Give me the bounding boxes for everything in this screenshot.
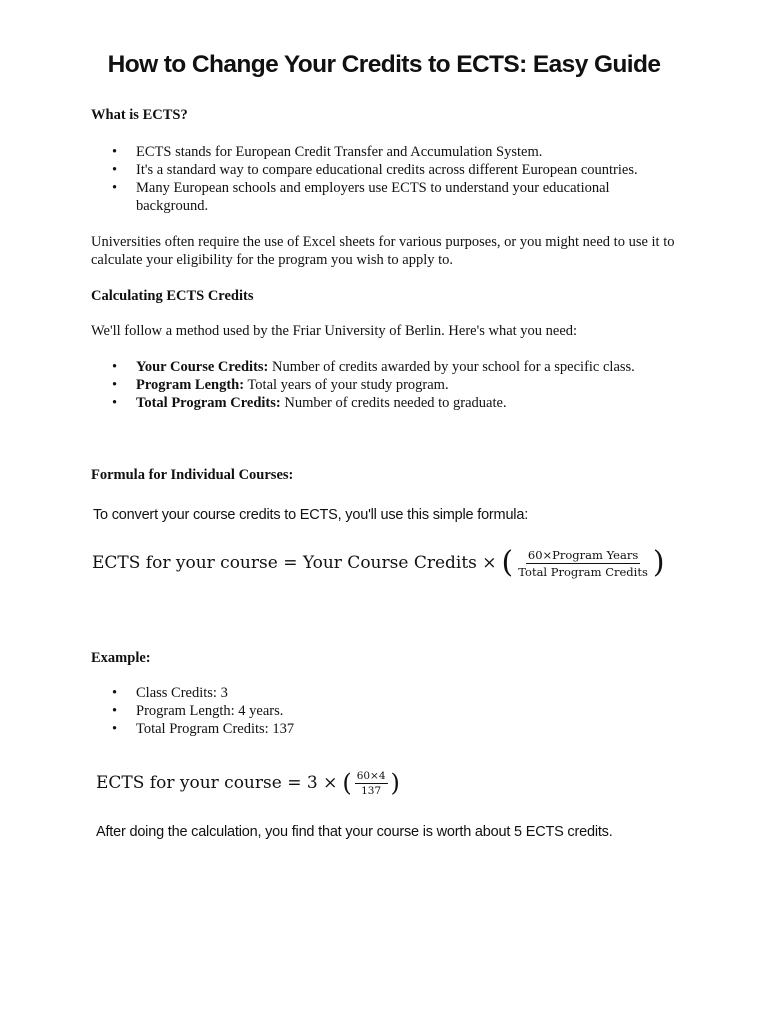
calculating-intro: We'll follow a method used by the Friar University of Berlin. Here's what you need: xyxy=(91,323,578,339)
formula-intro: To convert your course credits to ECTS, you'll use this simple formula: xyxy=(93,507,529,523)
term: Your Course Credits: xyxy=(136,359,269,375)
example-formula xyxy=(96,766,400,800)
formula-fraction xyxy=(516,548,650,579)
example-list xyxy=(91,684,691,738)
requirements-list xyxy=(91,358,691,412)
list-item: • Class Credits: 3 xyxy=(91,684,676,702)
term: Program Length: xyxy=(136,377,245,393)
calculating-heading: Calculating ECTS Credits xyxy=(91,288,254,304)
list-item xyxy=(91,358,676,376)
term: Total Program Credits: xyxy=(136,395,281,411)
fraction-numerator: 60×Program Years xyxy=(527,547,639,562)
list-item: • Total Program Credits: 137 xyxy=(91,720,676,738)
list-item: • It's a standard way to compare educational credits across different European countries. xyxy=(91,161,676,179)
left-paren: ( xyxy=(501,545,514,580)
description: Number of credits awarded by your school for a specific class. xyxy=(268,359,635,375)
example-result: After doing the calculation, you find that your course is worth about 5 ECTS credits. xyxy=(96,824,613,840)
description: Number of credits needed to graduate. xyxy=(280,395,507,411)
right-paren: ) xyxy=(652,545,665,580)
list-item: • Program Length: 4 years. xyxy=(91,702,676,720)
example-lhs: ECTS for your course = 3 × xyxy=(96,773,338,793)
page-title: How to Change Your Credits to ECTS: Easy Guide xyxy=(107,51,661,78)
example-fraction xyxy=(355,770,388,797)
right-paren: ) xyxy=(390,769,400,797)
list-item: • ECTS stands for European Credit Transfer and Accumulation System. xyxy=(91,143,676,161)
fraction-denominator: 137 xyxy=(361,784,382,797)
list-item xyxy=(91,394,676,412)
fraction-numerator: 60×4 xyxy=(356,769,386,782)
left-paren: ( xyxy=(342,769,352,797)
formula-lhs: ECTS for your course = Your Course Credits × xyxy=(92,553,497,573)
description: Total years of your study program. xyxy=(244,377,449,393)
fraction-denominator: Total Program Credits xyxy=(518,564,648,579)
list-item xyxy=(91,376,676,394)
ects-formula xyxy=(92,543,665,583)
what-is-list xyxy=(91,143,691,215)
what-is-heading: What is ECTS? xyxy=(91,107,188,123)
example-heading: Example: xyxy=(91,650,151,666)
universities-paragraph: Universities often require the use of Excel sheets for various purposes, or you might need to use it to calculate your eligibility for the program you wish to apply to. xyxy=(91,234,675,268)
formula-heading: Formula for Individual Courses: xyxy=(91,467,294,483)
list-item: • Many European schools and employers use ECTS to understand your educational background. xyxy=(91,179,636,215)
